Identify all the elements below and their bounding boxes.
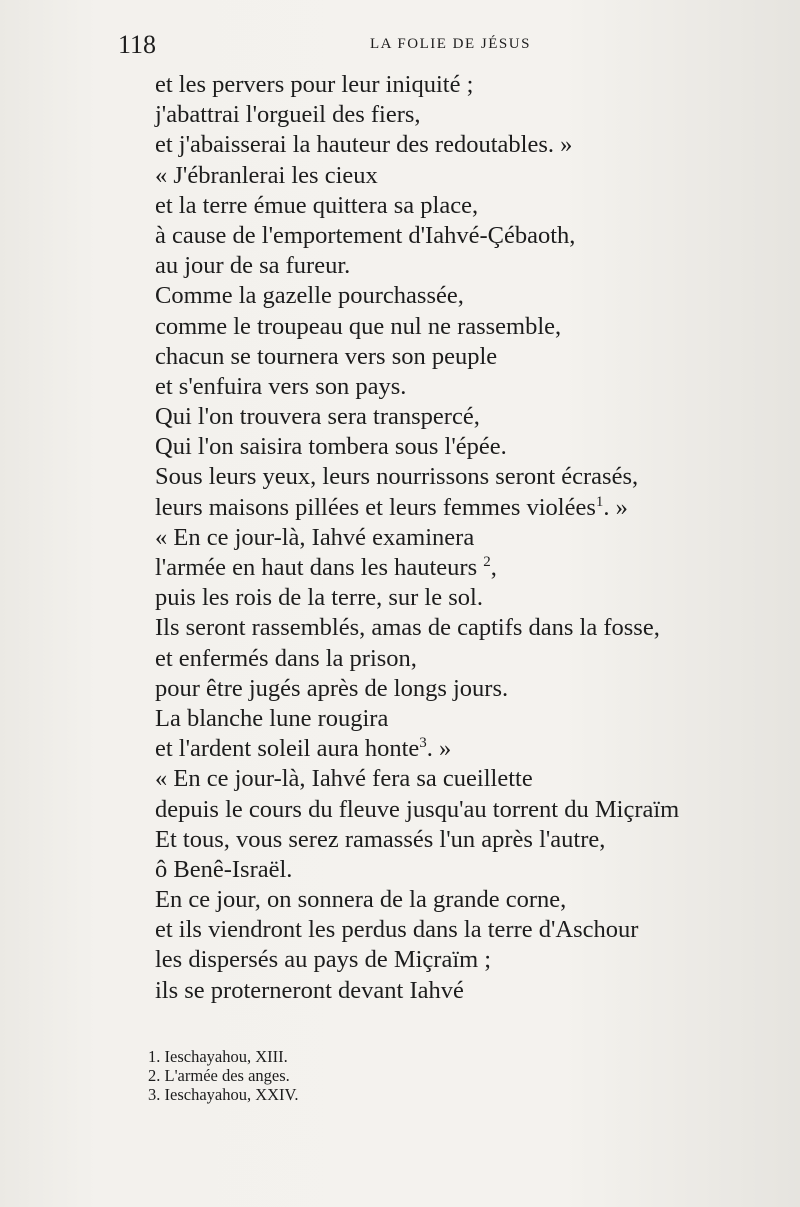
verse-line: [155, 976, 795, 1006]
verse-text-tail: ,: [490, 554, 497, 581]
verse-line: [155, 553, 795, 583]
verse-line: [155, 945, 795, 975]
verse-text: les dispersés au pays de Miçraïm ;: [155, 946, 492, 974]
verse-line: [155, 161, 795, 191]
verse-line: [155, 704, 795, 734]
verse-text: « J'ébranlerai les cieux: [155, 161, 378, 189]
verse-line: [155, 402, 795, 432]
verse-text: Qui l'on trouvera sera transpercé,: [155, 403, 480, 431]
verse-text: En ce jour, on sonnera de la grande corne,: [155, 886, 567, 914]
verse-text: La blanche lune rougira: [155, 704, 389, 732]
verse-text: Ils seront rassemblés, amas de captifs dans la fosse,: [155, 614, 660, 642]
verse-line: [155, 251, 795, 281]
verse-text-tail: . »: [426, 735, 452, 763]
verse-text: et l'ardent soleil aura honte: [155, 735, 420, 763]
verse-text: pour être jugés après de longs jours.: [155, 674, 509, 702]
verse-line: [155, 493, 795, 523]
verse-text: leurs maisons pillées et leurs femmes violées: [155, 493, 596, 521]
verse-line: [155, 221, 795, 251]
footnote: 3. Ieschayahou, XXIV.: [148, 1085, 299, 1104]
verse-text: chacun se tournera vers son peuple: [155, 342, 498, 370]
verse-line: [155, 613, 795, 643]
verse-line: [155, 191, 795, 221]
verse-line: [155, 734, 795, 764]
footnote-reference: 3: [419, 735, 427, 752]
footnotes: [148, 1047, 648, 1104]
poem-text: [155, 70, 795, 1006]
verse-text: l'armée en haut dans les hauteurs: [155, 554, 484, 581]
verse-line: [155, 795, 795, 825]
verse-text-tail: . »: [603, 493, 628, 521]
verse-text: puis les rois de la terre, sur le sol.: [155, 584, 483, 612]
footnote: 1. Ieschayahou, XIII.: [148, 1047, 288, 1066]
verse-text: Comme la gazelle pourchassée,: [155, 282, 464, 310]
verse-line: [155, 100, 795, 130]
verse-text: et ils viendront les perdus dans la terre d'Aschour: [155, 916, 639, 944]
verse-line: [155, 281, 795, 311]
verse-text: ils se proterneront devant Iahvé: [155, 976, 464, 1004]
verse-text: et s'enfuira vers son pays.: [155, 372, 407, 400]
verse-text: et la terre émue quittera sa place,: [155, 191, 479, 219]
verse-line: [155, 885, 795, 915]
verse-line: [155, 432, 795, 462]
verse-line: [155, 462, 795, 492]
footnote: 2. L'armée des anges.: [148, 1066, 290, 1085]
page-number: 118: [118, 30, 157, 59]
verse-line: [155, 644, 795, 674]
verse-text: « En ce jour-là, Iahvé fera sa cueillette: [155, 765, 533, 793]
verse-text: j'abattrai l'orgueil des fiers,: [155, 101, 421, 129]
verse-line: [155, 342, 795, 372]
verse-line: [155, 312, 795, 342]
footnote-reference: 2: [483, 554, 491, 570]
verse-line: [155, 855, 795, 885]
verse-line: [155, 372, 795, 402]
verse-text: Et tous, vous serez ramassés l'un après l'autre,: [155, 825, 606, 853]
verse-line: [155, 130, 795, 160]
verse-text: comme le troupeau que nul ne rassemble,: [155, 312, 562, 340]
verse-line: [155, 583, 795, 613]
running-title: LA FOLIE DE JÉSUS: [370, 36, 531, 52]
verse-line: [155, 674, 795, 704]
verse-text: Sous leurs yeux, leurs nourrissons seront écrasés,: [155, 463, 639, 491]
verse-line: [155, 915, 795, 945]
verse-line: [155, 70, 795, 100]
verse-line: [155, 825, 795, 855]
verse-text: Qui l'on saisira tombera sous l'épée.: [155, 433, 507, 461]
verse-text: depuis le cours du fleuve jusqu'au torrent du Miçraïm: [155, 795, 680, 823]
verse-text: « En ce jour-là, Iahvé examinera: [155, 523, 475, 551]
footnote-reference: 1: [595, 493, 604, 510]
verse-text: ô Benê-Israël.: [155, 855, 293, 883]
verse-text: et les pervers pour leur iniquité ;: [155, 71, 474, 98]
verse-line: [155, 764, 795, 794]
running-head: [118, 30, 768, 60]
verse-text: et j'abaisserai la hauteur des redoutables. »: [155, 131, 573, 159]
verse-text: et enfermés dans la prison,: [155, 644, 417, 672]
verse-line: [155, 523, 795, 553]
verse-text: à cause de l'emportement d'Iahvé-Çébaoth,: [155, 221, 576, 249]
verse-text: au jour de sa fureur.: [155, 252, 351, 280]
